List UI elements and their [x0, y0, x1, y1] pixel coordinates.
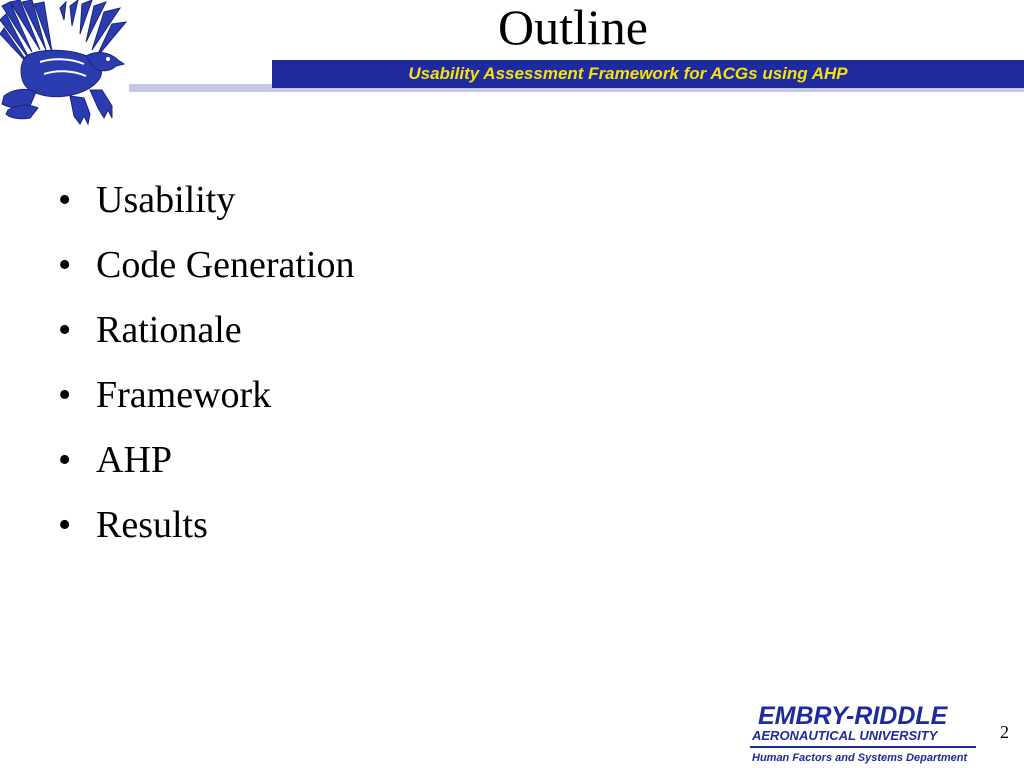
list-item [52, 298, 355, 363]
list-item-text: Code Generation [96, 244, 355, 286]
department-name: Human Factors and Systems Department [752, 752, 968, 764]
list-item-text: Rationale [96, 309, 242, 351]
list-item-text: Results [96, 504, 208, 546]
list-item-text: Framework [96, 374, 272, 416]
bullet-icon: • [58, 439, 72, 481]
university-logo [748, 700, 984, 768]
bullet-icon: • [58, 179, 72, 221]
outline-list [52, 168, 355, 558]
list-item [52, 428, 355, 493]
university-subtitle: AERONAUTICAL UNIVERSITY [752, 728, 938, 743]
header-banner-text: Usability Assessment Framework for ACGs using AHP [408, 64, 848, 83]
footer-divider [750, 746, 976, 748]
list-item [52, 363, 355, 428]
header-banner [272, 60, 1024, 88]
list-item [52, 233, 355, 298]
university-name: EMBRY-RIDDLE [758, 702, 948, 730]
list-item-text: Usability [96, 179, 236, 221]
bullet-icon: • [58, 309, 72, 351]
bullet-icon: • [58, 504, 72, 546]
page-number: 2 [1000, 722, 1009, 742]
slide-title: Outline [498, 0, 648, 55]
bullet-icon: • [58, 244, 72, 286]
bullet-icon: • [58, 374, 72, 416]
list-item [52, 168, 355, 233]
list-item-text: AHP [96, 439, 173, 481]
list-item [52, 493, 355, 558]
